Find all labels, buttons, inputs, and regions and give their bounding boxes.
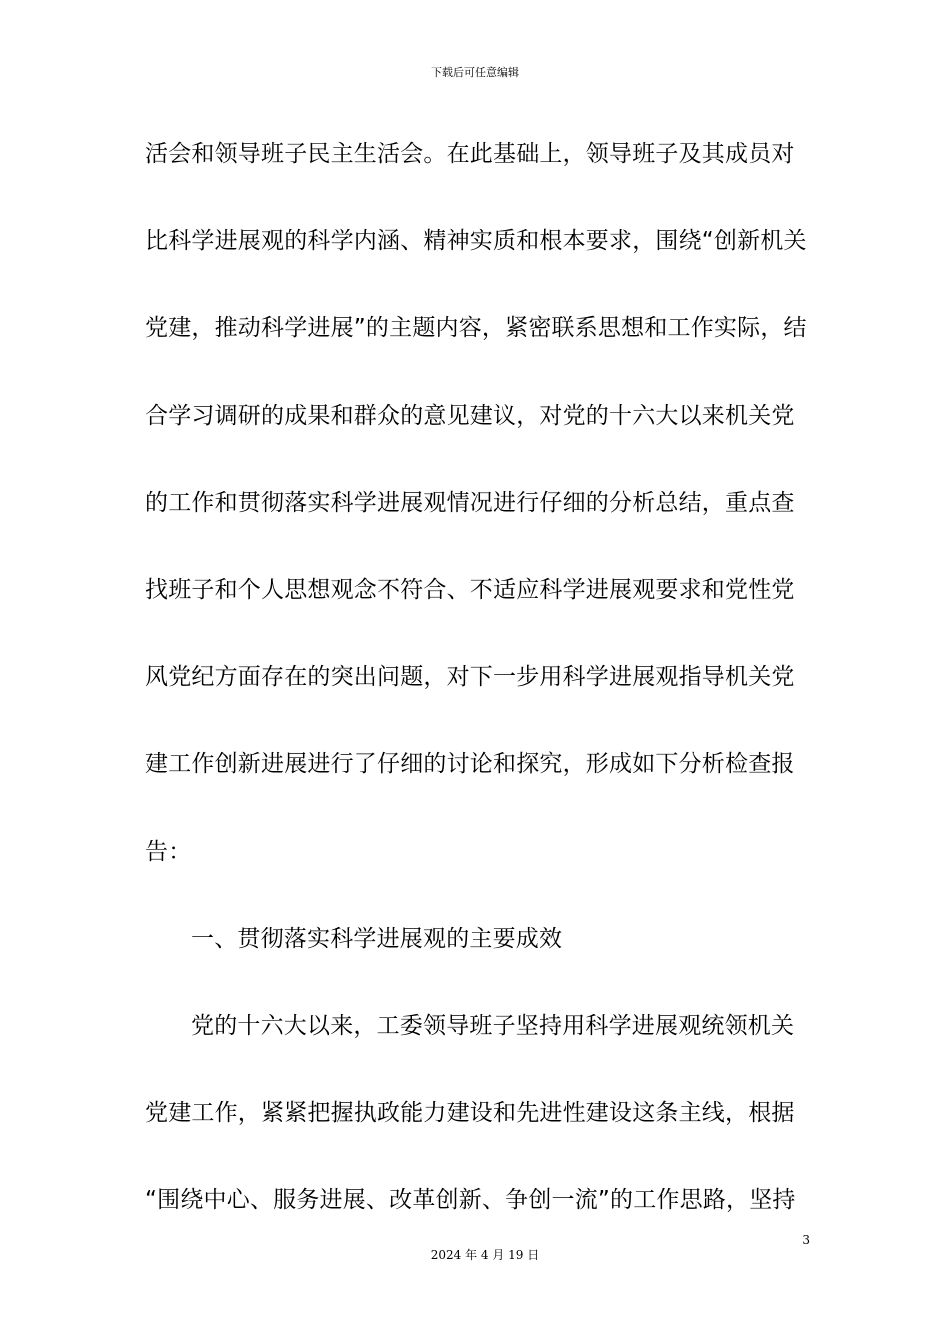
body-line: 党建，推动科学进展”的主题内容，紧密联系思想和工作实际，结 <box>145 315 807 342</box>
body-line: “围绕中心、服务进展、改革创新、争创一流”的工作思路，坚持 <box>145 1187 796 1214</box>
body-line: 建工作创新进展进行了仔细的讨论和探究，形成如下分析检查报 <box>145 751 795 778</box>
section-heading: 一、贯彻落实科学进展观的主要成效 <box>191 925 563 952</box>
page-header: 下载后可任意编辑 <box>431 66 519 79</box>
page-number: 3 <box>802 1233 810 1247</box>
body-line: 风党纪方面存在的突出问题，对下一步用科学进展观指导机关党 <box>145 664 795 691</box>
document-body <box>145 134 825 1267</box>
footer-date: 2024 年 4 月 19 日 <box>430 1248 540 1262</box>
body-line: 找班子和个人思想观念不符合、不适应科学进展观要求和党性党 <box>145 576 795 603</box>
body-line: 合学习调研的成果和群众的意见建议，对党的十六大以来机关党 <box>145 402 795 429</box>
body-line: 党建工作，紧紧把握执政能力建设和先进性建设这条主线，根据 <box>145 1100 795 1127</box>
body-line: 的工作和贯彻落实科学进展观情况进行仔细的分析总结，重点查 <box>145 489 795 516</box>
body-line: 活会和领导班子民主生活会。在此基础上，领导班子及其成员对 <box>145 141 795 167</box>
body-line: 告： <box>145 838 192 865</box>
paragraph-start-line: 党的十六大以来，工委领导班子坚持用科学进展观统领机关 <box>191 1012 795 1039</box>
body-line: 比科学进展观的科学内涵、精神实质和根本要求，围绕“创新机关 <box>145 228 807 255</box>
